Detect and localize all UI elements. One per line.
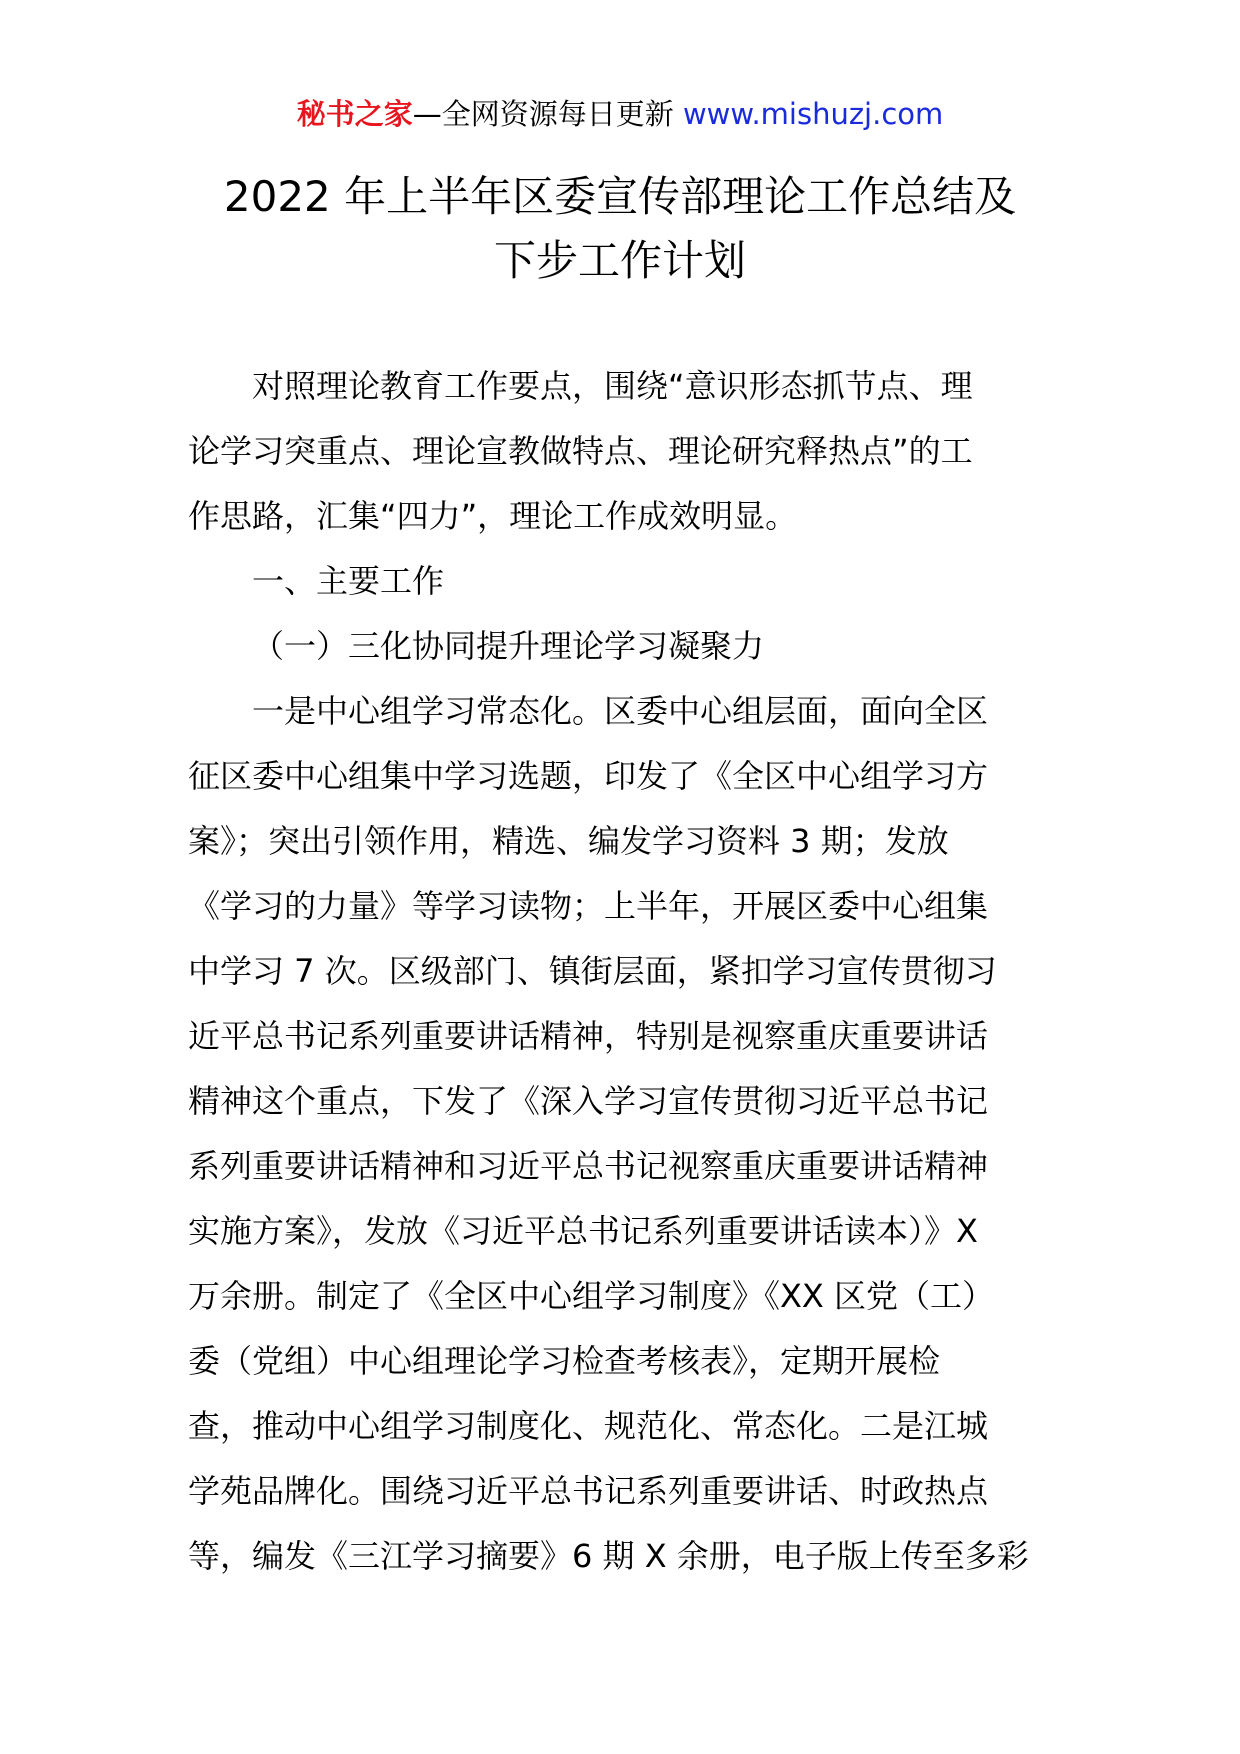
body-line: 近平总书记系列重要讲话精神，特别是视察重庆重要讲话: [188, 1017, 989, 1055]
body-line: 中学习 7 次。区级部门、镇街层面，紧扣学习宣传贯彻习: [188, 952, 997, 990]
body-line: 实施方案》，发放《习近平总书记系列重要讲话读本）》X: [188, 1212, 978, 1250]
body-line: 委（党组）中心组理论学习检查考核表》，定期开展检: [188, 1342, 941, 1380]
body-line: 一是中心组学习常态化。区委中心组层面，面向全区: [252, 692, 989, 730]
document-body: [188, 354, 1058, 1589]
body-line: 精神这个重点，下发了《深入学习宣传贯彻习近平总书记: [188, 1082, 989, 1120]
body-line: 学苑品牌化。围绕习近平总书记系列重要讲话、时政热点: [188, 1472, 989, 1510]
body-line: 案》；突出引领作用，精选、编发学习资料 3 期；发放: [188, 822, 949, 860]
body-line: 等，编发《三江学习摘要》6 期 X 余册，电子版上传至多彩: [188, 1537, 1029, 1575]
banner-site-link[interactable]: www.mishuzj.com: [682, 97, 944, 131]
banner-tagline: —全网资源每日更新: [412, 97, 683, 131]
body-line: 系列重要讲话精神和习近平总书记视察重庆重要讲话精神: [188, 1147, 989, 1185]
body-line: 对照理论教育工作要点，围绕“意识形态抓节点、理: [252, 367, 973, 405]
title-line-1: 2022 年上半年区委宣传部理论工作总结及: [223, 172, 1017, 221]
title-line-2: 下步工作计划: [493, 236, 746, 285]
body-line: 《学习的力量》等学习读物；上半年，开展区委中心组集: [188, 887, 989, 925]
section-heading: 一、主要工作: [252, 562, 445, 600]
body-line: 征区委中心组集中学习选题，印发了《全区中心组学习方: [188, 757, 989, 795]
body-line: 查，推动中心组学习制度化、规范化、常态化。二是江城: [188, 1407, 989, 1445]
document-title: [0, 165, 1240, 293]
body-line: 作思路，汇集“四力”，理论工作成效明显。: [188, 497, 798, 535]
subsection-heading: （一）三化协同提升理论学习凝聚力: [252, 627, 765, 665]
banner-brand: 秘书之家: [296, 97, 413, 131]
body-line: 万余册。制定了《全区中心组学习制度》《XX 区党（工）: [188, 1277, 995, 1315]
site-banner: [0, 94, 1240, 134]
body-line: 论学习突重点、理论宣教做特点、理论研究释热点”的工: [188, 432, 973, 470]
